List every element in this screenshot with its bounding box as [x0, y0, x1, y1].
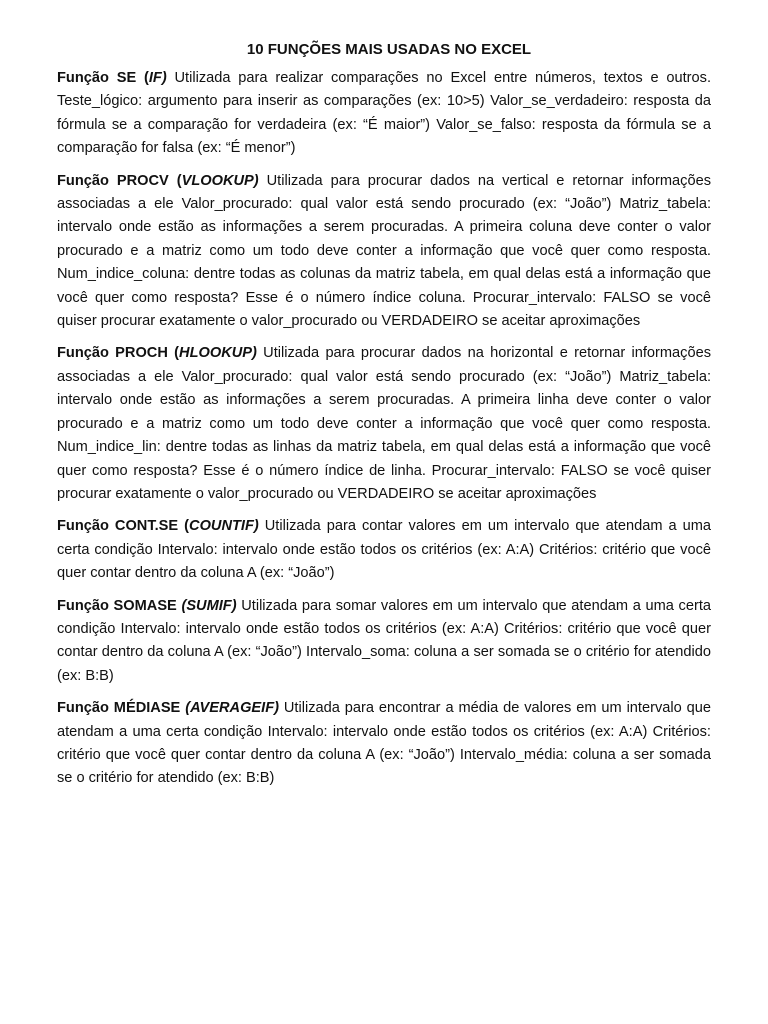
document-title: 10 FUNÇÕES MAIS USADAS NO EXCEL — [246, 41, 532, 58]
section-se-english: IF) — [148, 70, 167, 86]
section-proch-lead: Função PROCH ( — [57, 345, 180, 362]
section-mediase-lead: Função MÉDIASE — [57, 700, 186, 717]
section-somase-english: (SUMIF) — [181, 597, 237, 614]
section-procv-body: Utilizada para procurar dados na vertical e retornar informações associadas a ele Valor_procurado: qual valor está sendo procurado (ex: “João”) Matriz_tabela: intervalo onde estão as informações a serem procuradas. A primeira coluna deve conter o valor procurado e a matriz como um todo deve conter a informação que você quer como resposta. Num_indice_coluna: dentre todas as colunas da matriz tabela, em qual delas está a informação que você quer como resposta? Esse é o número índice coluna. Procurar_intervalo: FALSO se você quiser procurar exatamente o valor_procurado ou VERDADEIRO se aceitar aproximações — [57, 172, 711, 330]
section-proch-english: HLOOKUP) — [179, 345, 257, 362]
section-mediase — [57, 697, 711, 791]
section-procv-lead: Função PROCV ( — [57, 172, 182, 189]
section-proch-body: Utilizada para procurar dados na horizontal e retornar informações associadas a ele Valor_procurado: qual valor está sendo procurado (ex: “João”) Matriz_tabela: intervalo onde estão as informações a serem procuradas. A primeira linha deve conter o valor procurado e a matriz como um todo deve conter a informação que você quer como resposta. Num_indice_lin: dentre todas as linhas da matriz tabela, em qual delas está a informação que você quer como resposta? Esse é o número índice de linha. Procurar_intervalo: FALSO se você quiser procurar exatamente o valor_procurado ou VERDADEIRO se aceitar aproximações — [57, 345, 711, 502]
document-page — [57, 38, 711, 800]
section-se-lead: Função SE ( — [57, 70, 149, 86]
section-somase — [57, 595, 711, 689]
section-mediase-body: Utilizada para encontrar a média de valores em um intervalo que atendam a uma certa condição Intervalo: intervalo onde estão todos os critérios (ex: A:A) Critérios: critério que você quer contar dentro da coluna A (ex: “João”) Intervalo_média: coluna a ser somada se o critério for atendido (ex: B:B) — [57, 700, 711, 787]
section-proch — [57, 342, 711, 506]
section-contse-english: COUNTIF) — [189, 518, 259, 535]
section-somase-body: Utilizada para somar valores em um intervalo que atendam a uma certa condição Intervalo: intervalo onde estão todos os critérios (ex: A:A) Critérios: critério que você quer contar dentro da coluna A (ex: “João”) Intervalo_soma: coluna a ser somada se o critério for atendido (ex: B:B) — [57, 597, 711, 684]
section-procv — [57, 170, 711, 334]
section-contse-body: Utilizada para contar valores em um intervalo que atendam a uma certa condição Intervalo: intervalo onde estão todos os critérios (ex: A:A) Critérios: critério que você quer contar dentro da coluna A (ex: “João”) — [57, 518, 711, 582]
section-se — [57, 67, 711, 161]
section-somase-lead: Função SOMASE — [57, 597, 182, 614]
section-se-body: Utilizada para realizar comparações no Excel entre números, textos e outros. Teste_lógico: argumento para inserir as comparações (ex: 10>5) Valor_se_verdadeiro: resposta da fórmula se a comparação for verdadeira (ex: “É maior”) Valor_se_falso: resposta da fórmula se a comparação for falsa (ex: “É menor”) — [57, 70, 711, 157]
section-mediase-english: (AVERAGEIF) — [185, 700, 279, 717]
section-contse — [57, 515, 711, 585]
section-procv-english: VLOOKUP) — [181, 172, 259, 189]
section-contse-lead: Função CONT.SE ( — [57, 518, 190, 535]
